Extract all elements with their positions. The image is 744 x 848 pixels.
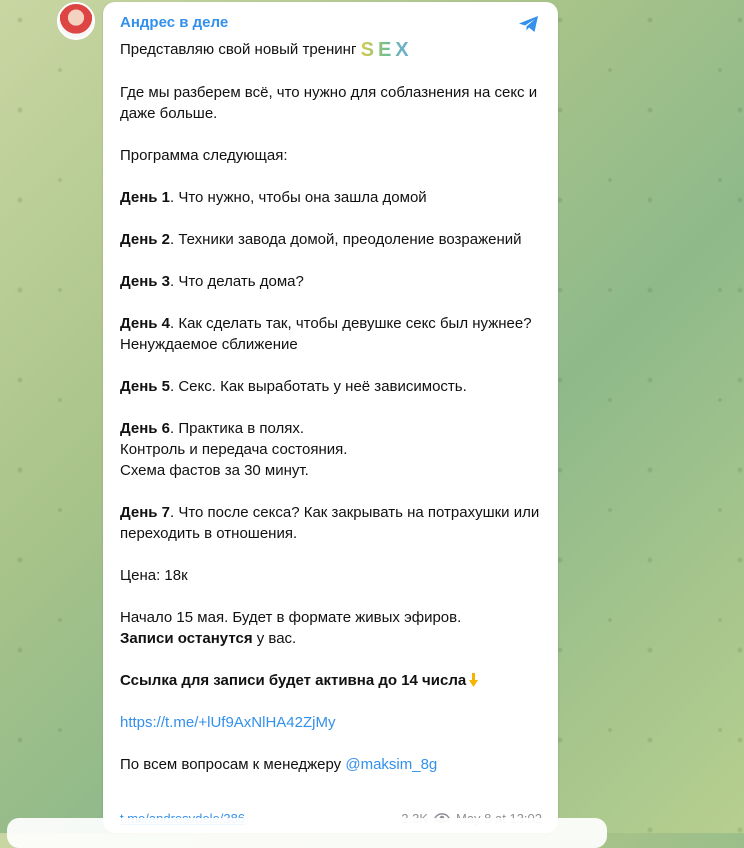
- invite-link[interactable]: https://t.me/+lUf9AxNlHA42ZjMy: [120, 714, 336, 731]
- pointing-down-emoji: [466, 672, 482, 688]
- start-text: Начало 15 мая. Будет в формате живых эфиров. Записи останутся у вас.: [120, 609, 462, 647]
- manager-handle-link[interactable]: @maksim_8g: [345, 756, 438, 773]
- message-text: [120, 39, 541, 775]
- day-2: День 2. Техники завода домой, преодоление возражений: [120, 231, 522, 248]
- program-title: Программа следующая:: [120, 147, 288, 164]
- day-7: День 7. Что после секса? Как закрывать на потрахушки или переходить в отношения.: [120, 504, 540, 542]
- day-3: День 3. Что делать дома?: [120, 273, 304, 290]
- day-4: День 4. Как сделать так, чтобы девушке секс был нужнее? Ненуждаемое сближение: [120, 315, 532, 353]
- price-text: Цена: 18к: [120, 567, 188, 584]
- channel-avatar[interactable]: [57, 2, 95, 40]
- channel-name[interactable]: Андрес в деле: [120, 14, 229, 31]
- day-6: День 6. Практика в полях. Контроль и передача состояния. Схема фастов за 30 минут.: [120, 420, 348, 479]
- contact-text: По всем вопросам к менеджеру @maksim_8g: [120, 756, 438, 773]
- intro-text: Где мы разберем всё, что нужно для соблазнения на секс и даже больше.: [120, 84, 538, 122]
- telegram-share-icon[interactable]: [516, 12, 542, 36]
- day-5: День 5. Секс. Как выработать у неё зависимость.: [120, 378, 467, 395]
- sex-badge: SEX: [360, 39, 413, 61]
- day-1: День 1. Что нужно, чтобы она зашла домой: [120, 189, 427, 206]
- message-composer[interactable]: [7, 818, 607, 848]
- message-line1: Представляю свой новый тренинг SEX: [120, 39, 413, 61]
- link-note: Ссылка для записи будет активна до 14 числа: [120, 670, 541, 691]
- message-bubble: [103, 2, 558, 833]
